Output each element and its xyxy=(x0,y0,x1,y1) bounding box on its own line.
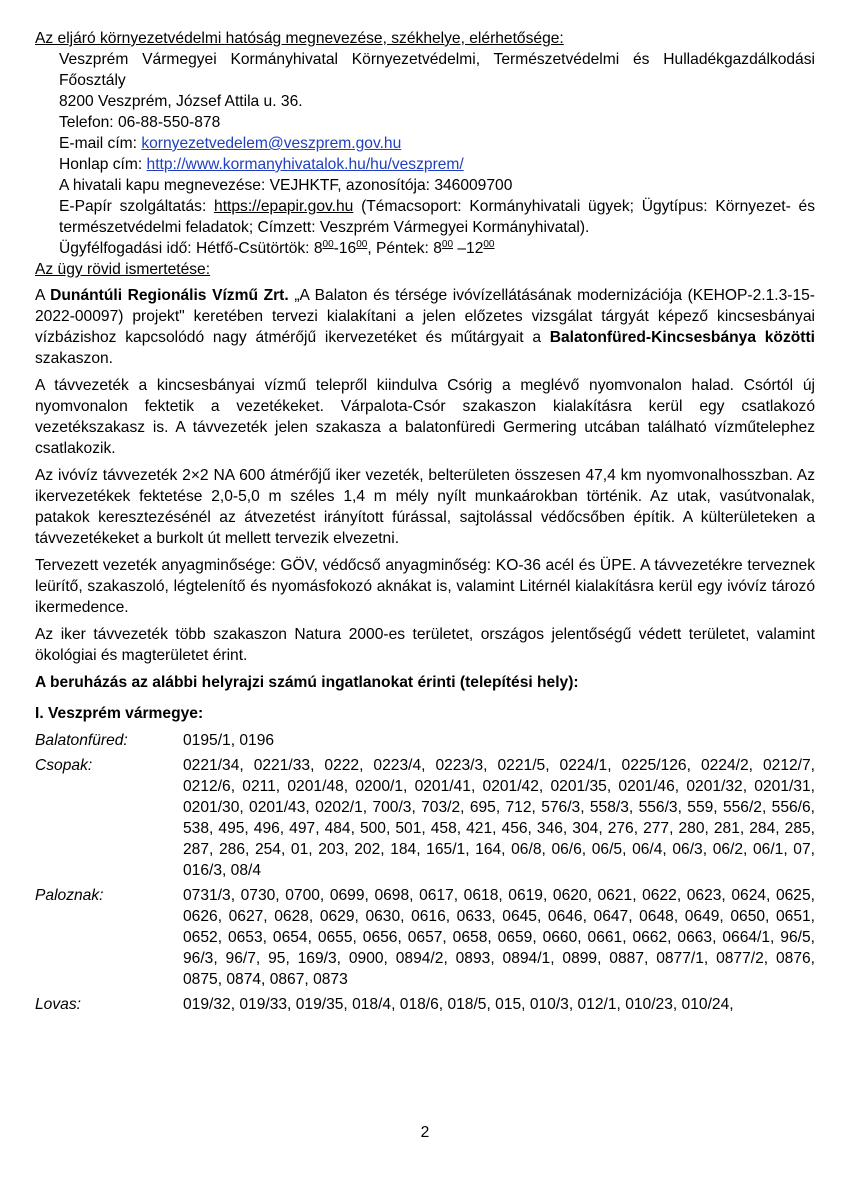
section-name: Balatonfüred-Kincsesbánya közötti xyxy=(549,329,815,346)
parcel-place: Balatonfüred: xyxy=(35,732,128,749)
hours-fri-start-min: 00 xyxy=(441,238,454,250)
hours-mt-end: -16 xyxy=(333,240,357,257)
parcel-row xyxy=(35,994,815,1015)
parcel-row xyxy=(35,755,815,881)
summary-paragraph-1 xyxy=(35,285,815,369)
p1-intro: A xyxy=(35,287,51,304)
p1-body: „A Balaton és térsége ivóvízellátásának modernizációja (KEHOP-2.1.3-15-2022-00097) projekt" keretében tervezi kialakítani a jelen előzetes vizsgálat tárgyát képező kincsesbányai vízbázishoz kapcsolódó nagy átmérőjű ikervezetéket és műtárgyait a xyxy=(35,287,815,346)
hours-mt-end-min: 00 xyxy=(356,238,368,250)
hours-fri-end-min: 00 xyxy=(483,238,495,250)
parcel-row xyxy=(35,730,815,751)
authority-name: Veszprém Vármegyei Kormányhivatal Környezetvédelmi, Természetvédelmi és Hulladékgazdálkodási Főosztály xyxy=(59,51,815,89)
hours-mt-start-min: 00 xyxy=(322,238,334,250)
document-page xyxy=(35,28,815,1019)
epapir-label: E-Papír szolgáltatás: xyxy=(59,198,215,215)
hours-fri-end: –12 xyxy=(453,240,484,257)
epapir-link[interactable]: https://epapir.gov.hu xyxy=(214,198,354,215)
parcels-heading: A beruházás az alábbi helyrajzi számú ingatlanokat érinti (telepítési hely): xyxy=(35,674,579,691)
hours-mt-start: 8 xyxy=(313,240,323,257)
parcel-place: Csopak: xyxy=(35,757,93,774)
summary-paragraph-3: Az ivóvíz távvezeték 2×2 NA 600 átmérőjű iker vezeték, belterületen összesen 47,4 km nyomvonalhosszban. Az ikervezetékek fektetése 2,0-5,0 m széles 1,4 m mély nyílt munkaárokban történik. Az utak, vasútvonalak, patakok keresztezésénél az átvezetést irányított fúrással, sajtolással védőcsőben építik. A külterületeken a távvezetékeket a burkolt út mellett tervezik elvezetni. xyxy=(35,467,815,547)
authority-email-line xyxy=(59,133,815,154)
authority-epapir xyxy=(59,196,815,238)
p1-end: szakaszon. xyxy=(35,350,114,367)
summary-heading: Az ügy rövid ismertetése: xyxy=(35,261,211,278)
parcel-row xyxy=(35,885,815,990)
epapir-details: (Témacsoport: Kormányhivatali ügyek; Ügytípus: Környezet- és természetvédelmi feladatok; Címzett: Veszprém Vármegyei Kormányhivatal). xyxy=(59,198,815,236)
hours-fri-start: 8 xyxy=(433,240,442,257)
page-number: 2 xyxy=(420,1124,430,1141)
summary-paragraph-4: Tervezett vezeték anyagminősége: GÖV, védőcső anyagminőség: KO-36 acél és ÜPE. A távvezetékre terveznek leürítő, szakaszoló, légtelenítő és nyomásfokozó aknákat is, valamint Litérnél kialakításra kerül egy ivóvíz tározó ikermedence. xyxy=(35,557,815,616)
authority-web-line xyxy=(59,154,815,175)
web-link[interactable]: http://www.kormanyhivatalok.hu/hu/veszprem/ xyxy=(146,156,464,173)
email-link[interactable]: kornyezetvedelem@veszprem.gov.hu xyxy=(141,135,402,152)
summary-paragraph-5: Az iker távvezeték több szakaszon Natura 2000-es területet, országos jelentőségű védett területet, valamint ökológiai és magterületet érint. xyxy=(35,626,815,664)
hours-label: Ügyfélfogadási idő: Hétfő-Csütörtök: xyxy=(59,240,314,257)
parcel-place: Paloznak: xyxy=(35,887,104,904)
authority-phone: Telefon: 06-88-550-878 xyxy=(59,114,221,131)
authority-heading: Az eljáró környezetvédelmi hatóság megnevezése, székhelye, elérhetősége: xyxy=(35,30,564,47)
web-label: Honlap cím: xyxy=(59,156,147,173)
authority-kapu: A hivatali kapu megnevezése: VEJHKTF, azonosítója: 346009700 xyxy=(59,177,513,194)
authority-hours xyxy=(59,238,815,259)
parcel-numbers: 0221/34, 0221/33, 0222, 0223/4, 0223/3, 0221/5, 0224/1, 0225/126, 0224/2, 0212/7, 0212/6, 0211, 0201/48, 0200/1, 0201/41, 0201/42, 0201/35, 0201/46, 0201/32, 0201/31, 0201/30, 0201/43, 0202/1, 700/3, 703/2, 695, 712, 576/3, 558/3, 556/3, 559, 556/2, 556/6, 538, 495, 496, 497, 484, 500, 501, 458, 421, 456, 346, 304, 276, 277, 280, 281, 284, 285, 287, 286, 254, 01, 203, 202, 184, 165/1, 164, 06/8, 06/6, 06/5, 06/4, 06/3, 06/2, 06/1, 07, 016/3, 08/4 xyxy=(183,757,815,879)
parcel-place: Lovas: xyxy=(35,996,81,1013)
parcel-numbers: 0731/3, 0730, 0700, 0699, 0698, 0617, 0618, 0619, 0620, 0621, 0622, 0623, 0624, 0625, 0626, 0627, 0628, 0629, 0630, 0616, 0633, 0645, 0646, 0647, 0648, 0649, 0650, 0651, 0652, 0653, 0654, 0655, 0656, 0657, 0658, 0659, 0660, 0661, 0662, 0663, 0664/1, 96/5, 96/3, 96/7, 95, 169/3, 0900, 0894/2, 0893, 0894/1, 0899, 0887, 0877/1, 0877/2, 0876, 0875, 0874, 0867, 0873 xyxy=(183,887,815,988)
authority-address: 8200 Veszprém, József Attila u. 36. xyxy=(59,93,303,110)
company-name: Dunántúli Regionális Vízmű Zrt. xyxy=(50,287,289,304)
parcel-numbers: 0195/1, 0196 xyxy=(183,732,275,749)
county-heading: I. Veszprém vármegye: xyxy=(35,705,204,722)
email-label: E-mail cím: xyxy=(59,135,142,152)
summary-paragraph-2: A távvezeték a kincsesbányai vízmű telepről kiindulva Csórig a meglévő nyomvonalon halad. Csórtól új nyomvonalon fektetik a vezetékeket. Várpalota-Csór szakaszon kialakításra kerül egy csatlakozó vezetékszakasz is. A távvezeték jelen szakasza a balatonfüredi Germering utcában található vízműtelephez csatlakozik. xyxy=(35,377,815,457)
hours-fri-label: , Péntek: xyxy=(367,240,434,257)
authority-block xyxy=(35,49,815,259)
parcel-numbers: 019/32, 019/33, 019/35, 018/4, 018/6, 018/5, 015, 010/3, 012/1, 010/23, 010/24, xyxy=(183,996,734,1013)
